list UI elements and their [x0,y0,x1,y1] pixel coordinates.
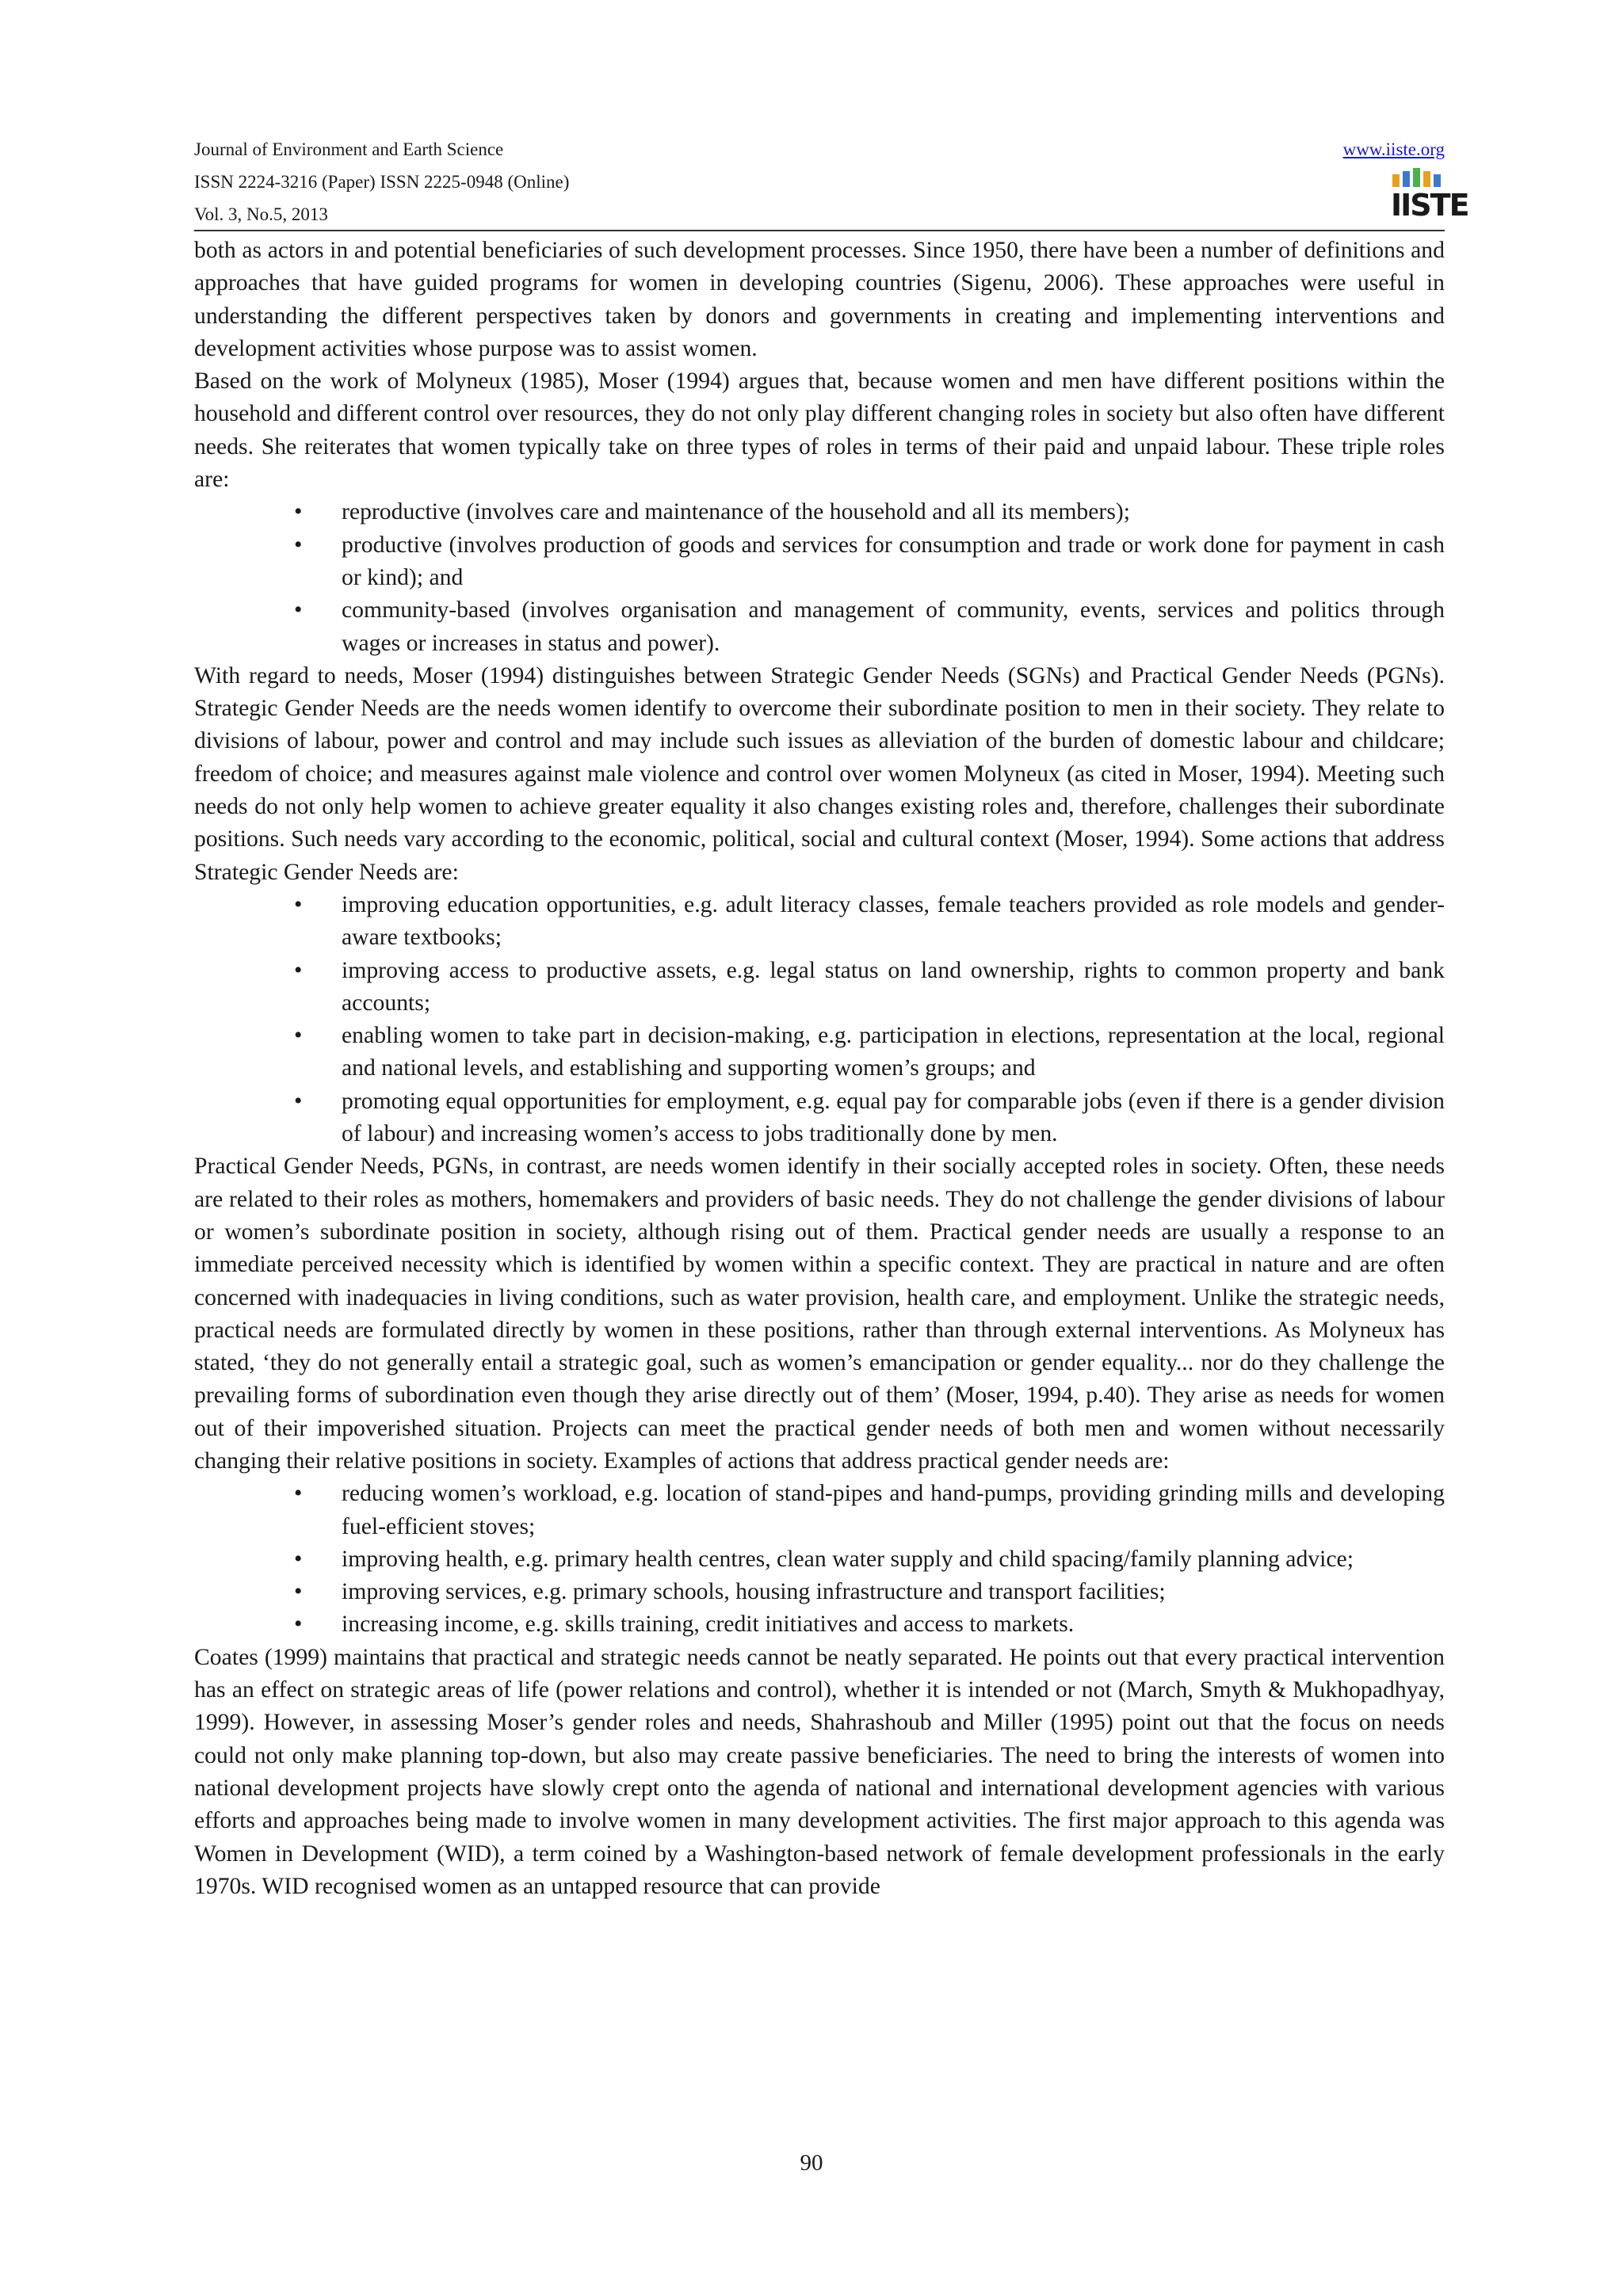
paragraph-2: Based on the work of Molyneux (1985), Moser (1994) argues that, because women and men have different positions within the household and different control over resources, they do not only play different changing roles in society but also often have different needs. She reiterates that women typically take on three types of roles in terms of their paid and unpaid labour. These triple roles are: [194,368,1445,493]
logo-bar [1403,171,1410,187]
list-item [294,529,1445,595]
page-number: 90 [800,2150,823,2176]
list-item [294,1085,1445,1151]
list-item [294,594,1445,660]
list-item [294,889,1445,955]
list-item [294,496,1445,528]
logo-bar [1423,171,1430,187]
paragraph-3: With regard to needs, Moser (1994) distinguishes between Strategic Gender Needs (SGNs) and Practical Gender Needs (PGNs). Strategic Gender Needs are the needs women identify to overcome their subordinate position to men in their society. They relate to divisions of labour, power and control and may include such issues as alleviation of the burden of domestic labour and childcare; freedom of choice; and measures against male violence and control over women Molyneux (as cited in Moser, 1994). Meeting such needs do not only help women to achieve greater equality it also changes existing roles and, therefore, challenges their subordinate positions. Such needs vary according to the economic, political, social and cultural context (Moser, 1994). Some actions that address Strategic Gender Needs are: [194,662,1445,885]
logo-bar [1413,168,1420,187]
bullet-icon: • [294,1611,303,1638]
list-item-text: improving health, e.g. primary health centres, clean water supply and child spacing/family planning advice; [342,1546,1354,1572]
list-item-text: community-based (involves organisation and management of community, events, services and politics through wages or increases in status and power). [342,597,1445,656]
bullet-icon: • [294,532,303,558]
list-item [294,1543,1445,1576]
journal-title: Journal of Environment and Earth Science [194,139,504,159]
bullet-icon: • [294,1579,303,1605]
list-item-text: improving services, e.g. primary schools, housing infrastructure and transport facilities; [342,1579,1166,1605]
list-item-text: enabling women to take part in decision-making, e.g. participation in elections, representation at the local, regional and national levels, and establishing and supporting women’s groups; and [342,1023,1445,1081]
bullet-icon: • [294,1481,303,1507]
issn-line: ISSN 2224-3216 (Paper) ISSN 2225-0948 (Online) [194,172,570,192]
logo-bar [1434,174,1441,187]
paragraph-5: Coates (1999) maintains that practical and strategic needs cannot be neatly separated. He points out that every practical intervention has an effect on strategic areas of life (power relations and control), whether it is intended or not (March, Smyth & Mukhopadhyay, 1999). However, in assessing Moser’s gender roles and needs, Shahrashoub and Miller (1995) point out that the focus on needs could not only make planning top-down, but also may create passive beneficiaries. The need to bring the interests of women into national development projects have slowly crept onto the agenda of national and international development agencies with various efforts and approaches being made to involve women in many development activities. The first major approach to this agenda was Women in Development (WID), a term coined by a Washington-based network of female development professionals in the early 1970s. WID recognised women as an untapped resource that can provide [194,1644,1445,1899]
iiste-logo [1391,166,1468,228]
list-item-text: increasing income, e.g. skills training, credit initiatives and access to markets. [342,1611,1075,1638]
logo-bar [1392,174,1400,187]
journal-url-link[interactable]: www.iiste.org [1342,139,1445,159]
list-item [294,955,1445,1020]
list-item-text: improving access to productive assets, e.g. legal status on land ownership, rights to common property and bank accounts; [342,957,1445,1016]
page-header [194,138,1468,231]
list-item [294,1020,1445,1085]
bullet-icon: • [294,1023,303,1049]
bullet-icon: • [294,597,303,624]
triple-roles-list [194,496,1445,659]
strategic-needs-list [194,889,1445,1150]
article-body [194,235,1445,1903]
list-item-text: reducing women’s workload, e.g. location of stand-pipes and hand-pumps, providing grinding mills and developing fuel-efficient stoves; [342,1481,1445,1539]
list-item [294,1576,1445,1608]
bullet-icon: • [294,891,303,917]
logo-bars-icon [1391,166,1443,187]
list-item-text: productive (involves production of goods and services for consumption and trade or work done for payment in cash or kind); and [342,532,1445,590]
bullet-icon: • [294,1088,303,1114]
volume-line: Vol. 3, No.5, 2013 [194,204,328,224]
paragraph-1: both as actors in and potential beneficiaries of such development processes. Since 1950, there have been a number of definitions and approaches that have guided programs for women in developing countries (Sigenu, 2006). These approaches were useful in understanding the different perspectives taken by donors and governments in creating and implementing interventions and development activities whose purpose was to assist women. [194,238,1445,361]
list-item-text: reproductive (involves care and maintenance of the household and all its members); [342,499,1131,525]
paragraph-4: Practical Gender Needs, PGNs, in contrast, are needs women identify in their socially accepted roles in society. Often, these needs are related to their roles as mothers, homemakers and providers of basic needs. They do not challenge the gender divisions of labour or women’s subordinate position in society, although rising out of them. Practical gender needs are usually a response to an immediate perceived necessity which is identified by women within a specific context. They are practical in nature and are often concerned with inadequacies in living conditions, such as water provision, health care, and employment. Unlike the strategic needs, practical needs are formulated directly by women in these positions, rather than through external interventions. As Molyneux has stated, ‘they do not generally entail a strategic goal, such as women’s emancipation or gender equality... nor do they challenge the prevailing forms of subordination even though they arise directly out of them’ (Moser, 1994, p.40). They arise as needs for women out of their impoverished situation. Projects can meet the practical gender needs of both men and women without necessarily changing their relative positions in society. Examples of actions that address practical gender needs are: [194,1154,1445,1474]
list-item-text: promoting equal opportunities for employment, e.g. equal pay for comparable jobs (even if there is a gender division of labour) and increasing women’s access to jobs traditionally done by men. [342,1088,1445,1147]
list-item [294,1478,1445,1543]
list-item-text: improving education opportunities, e.g. adult literacy classes, female teachers provided as role models and gender-aware textbooks; [342,891,1445,951]
bullet-icon: • [294,1546,303,1572]
practical-needs-list [194,1478,1445,1641]
bullet-icon: • [294,957,303,983]
logo-text: IISTE [1391,188,1468,223]
list-item [294,1608,1445,1641]
bullet-icon: • [294,499,303,525]
